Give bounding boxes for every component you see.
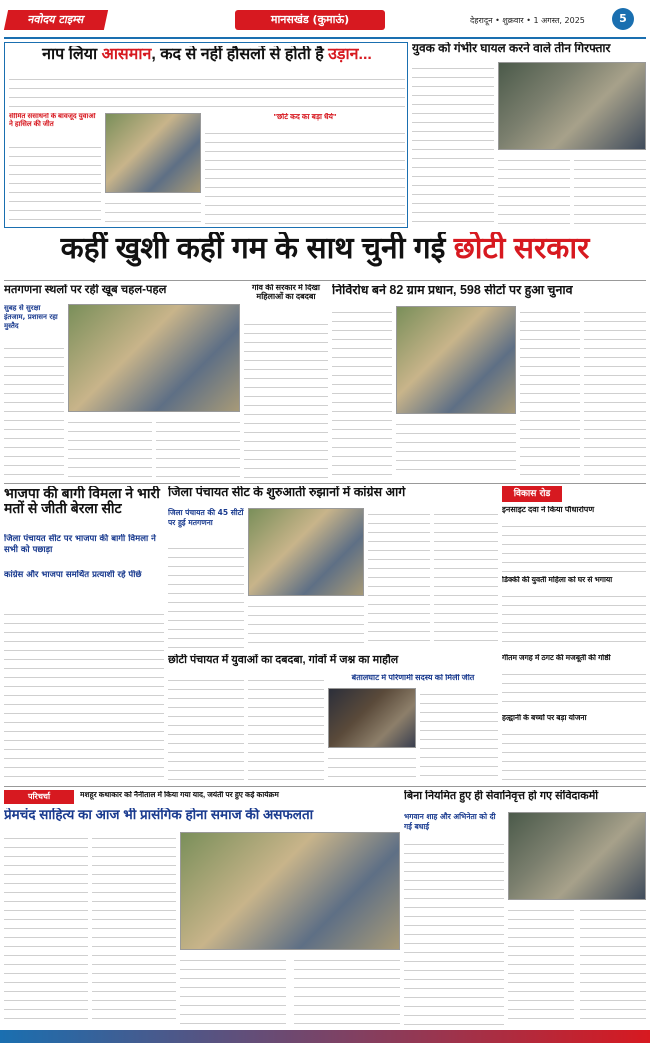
story-arrest: [412, 42, 646, 228]
vikas-tag: विकास रोड: [502, 486, 562, 502]
teacher-headline: बिना नियमित हुए ही सेवानिवृत्त हो गए संविदाकर्मी: [404, 790, 599, 802]
story-unopposed-headline: निर्विरोध बने 82 ग्राम प्रधान, 598 सीटों पर हुआ चुनाव: [332, 284, 573, 297]
story-youth: [168, 654, 498, 782]
story-unopposed-col3: [520, 306, 580, 478]
story-youth-photo: [328, 688, 416, 748]
story-counting: [4, 284, 240, 480]
story-rebel: [4, 486, 164, 782]
story-congress-photo: [248, 508, 364, 596]
teacher-photo: [508, 812, 646, 900]
newspaper-logo: नवोदय टाइम्स: [4, 10, 108, 30]
story-rebel-bullet-2: कांग्रेस और भाजपा समर्थित प्रत्याशी रहे पीछे: [4, 570, 142, 580]
story-counting-headline: मतगणना स्थलों पर रही खूब चहल-पहल: [4, 284, 167, 296]
story-youth-col3: [420, 688, 498, 780]
story-unopposed-col2: [396, 418, 516, 478]
premchand-photo: [180, 832, 400, 950]
story-counting-col3: [156, 416, 240, 478]
section-rule-1: [4, 483, 646, 484]
story-uraan-col3: [205, 127, 405, 225]
premchand-section-tag: परिचर्चा: [4, 790, 74, 804]
story-congress-col4: [434, 508, 498, 648]
story-premchand: [4, 790, 400, 1028]
story-congress-col2: [248, 600, 364, 648]
story-congress-col1: [168, 542, 244, 648]
story-women-headline: गांव की सरकार में दिखा महिलाओं का दबदबा: [251, 284, 321, 301]
story-women-body: [244, 318, 328, 478]
vikas-heading-1: इनसाइट दवा ने किया पौधारोपण: [502, 506, 595, 514]
story-arrest-photo: [498, 62, 646, 150]
bottom-color-strip: [0, 1030, 650, 1043]
story-uraan-col2: [105, 197, 201, 225]
column-vikas: [502, 486, 646, 782]
premchand-kicker: मशहूर कथाकार को नैनीताल में किया गया याद, जयंती पर हुए कई कार्यक्रम: [80, 791, 279, 799]
story-congress: [168, 486, 498, 650]
teacher-col1: [404, 838, 504, 1026]
premchand-col1: [4, 832, 88, 1026]
story-uraan-headline: नाप लिया आसमान, कद से नहीं हौसलों से होती है उड़ान...: [42, 46, 372, 63]
premchand-col3: [180, 954, 286, 1026]
story-unopposed: [332, 284, 646, 480]
teacher-side-head: भगवान शाह और अभिनेता को दी गई बधाई: [404, 812, 496, 831]
story-unopposed-col4: [584, 306, 646, 478]
story-uraan-col1: [9, 141, 101, 225]
vikas-heading-4: हल्द्वानी के बच्चों पर बड़ा योजना: [502, 714, 587, 722]
story-congress-col3: [368, 508, 430, 648]
vikas-heading-2: डिक्की की युवती महिला को घर से भगाया: [502, 576, 613, 584]
story-women: [244, 284, 328, 480]
story-teacher: [404, 790, 646, 1028]
teacher-col2: [508, 904, 574, 1026]
edition-label: मानसखंड (कुमाऊं): [235, 10, 385, 30]
story-rebel-bullet-1: जिला पंचायत सीट पर भाजपा की बागी विमला ने सभी को पछाड़ा: [4, 534, 156, 555]
story-rebel-headline: भाजपा की बागी विमला ने भारी मतों से जीती बेरला सीट: [4, 486, 160, 517]
dateline: देहरादून • शुक्रवार • 1 अगस्त, 2025: [470, 16, 585, 25]
story-congress-bullet: जिला पंचायत की 45 सीटों पर हुई मतगणना: [168, 508, 244, 527]
story-uraan-photo: [105, 113, 201, 193]
masthead-rule: [4, 37, 646, 39]
story-uraan-quote-head: "छोटे कद का बड़ा धैर्य": [273, 113, 337, 121]
vikas-heading-3: गीतम जगह में ठगट की मजबूती की गोष्ठी: [502, 654, 611, 662]
story-arrest-col2: [498, 154, 570, 226]
story-counting-col1: [4, 342, 64, 478]
story-uraan-intro: [9, 73, 405, 109]
story-unopposed-photo: [396, 306, 516, 414]
story-counting-photo: [68, 304, 240, 412]
vikas-body-3: [502, 668, 646, 710]
story-arrest-col1: [412, 62, 494, 226]
story-counting-col2: [68, 416, 152, 478]
story-congress-headline: जिला पंचायत सीट के शुरुआती रुझानों में कांग्रेस आगे: [168, 486, 406, 499]
story-arrest-col3: [574, 154, 646, 226]
premchand-headline: प्रेमचंद साहित्य का आज भी प्रासंगिक होना समाज की असफलता: [4, 808, 314, 822]
story-rebel-body: [4, 608, 164, 780]
section-rule-2: [4, 786, 646, 787]
story-counting-bullet: सुबह से सुरक्षा इंतजाम, प्रशासन रहा मुस्तैद: [4, 304, 58, 330]
story-youth-col2: [248, 674, 324, 780]
mega-headline: कहीं खुशी कहीं गम के साथ चुनी गई छोटी सरकार: [60, 232, 590, 265]
story-uraan: [4, 42, 408, 228]
vikas-body-2: [502, 590, 646, 650]
masthead: [0, 0, 650, 38]
story-youth-col4: [328, 752, 416, 780]
vikas-body-1: [502, 520, 646, 572]
story-youth-subhead: बेतालघाट में परिणामी सदस्य को मिली जीत: [351, 674, 475, 682]
story-arrest-headline: युवक को गंभीर घायल करने वाले तीन गिरफ्तार: [412, 42, 611, 55]
story-youth-headline: छोटी पंचायत में युवाओं का दबदबा, गांवों में जश्न का माहौल: [168, 654, 399, 666]
premchand-col4: [294, 954, 400, 1026]
story-unopposed-col1: [332, 306, 392, 478]
story-youth-col1: [168, 674, 244, 780]
vikas-body-4: [502, 728, 646, 780]
page-number: 5: [612, 8, 634, 30]
premchand-col2: [92, 832, 176, 1026]
story-uraan-side-head: सीमित संसाधनों के बावजूद युवाओं ने हासिल की जीत: [9, 113, 96, 128]
mega-rule: [4, 280, 646, 281]
teacher-col3: [580, 904, 646, 1026]
